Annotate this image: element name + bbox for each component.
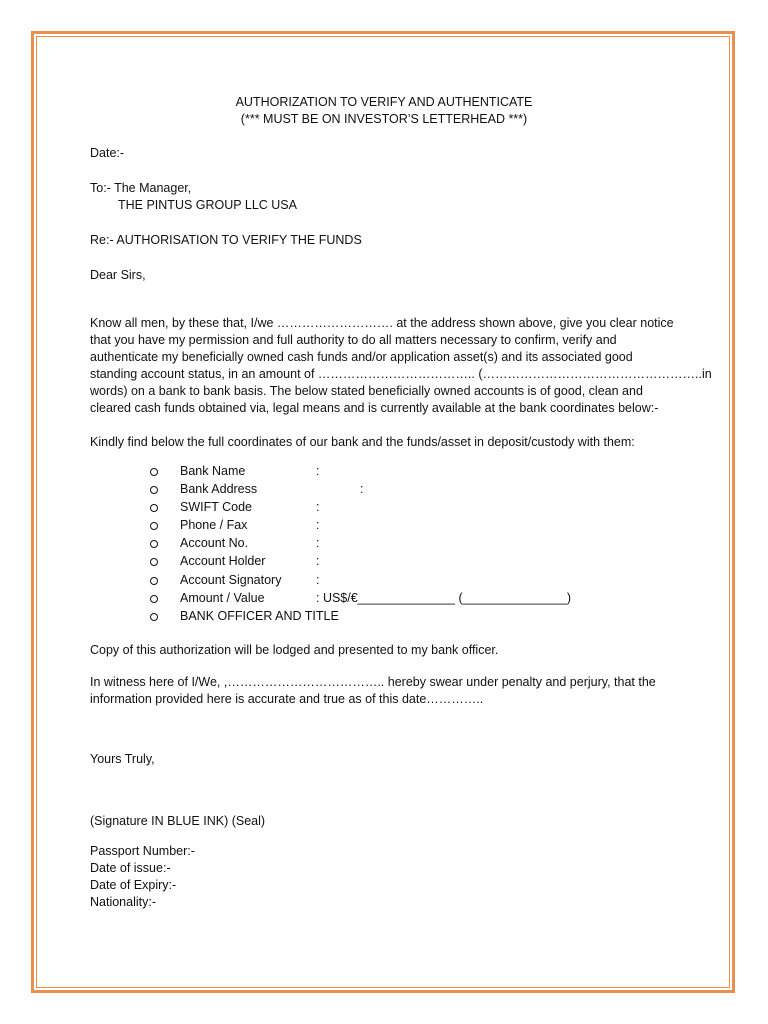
re-line: Re:- AUTHORISATION TO VERIFY THE FUNDS bbox=[90, 233, 362, 247]
bank-field-value: : bbox=[316, 554, 320, 568]
bullet-icon bbox=[150, 571, 160, 589]
bank-field-value: : bbox=[316, 536, 320, 550]
closing: Yours Truly, bbox=[90, 752, 155, 766]
date-label: Date:- bbox=[90, 146, 125, 160]
bullet-icon bbox=[150, 462, 160, 480]
paragraph-line: cleared cash funds obtained via, legal means and is currently available at the bank coordinates below:- bbox=[90, 401, 659, 415]
bullet-icon bbox=[150, 480, 160, 498]
bullet-icon bbox=[150, 552, 160, 570]
bank-field-value: : bbox=[316, 500, 320, 514]
date-of-issue-label: Date of issue:- bbox=[90, 861, 171, 875]
bank-field-label: BANK OFFICER AND TITLE bbox=[180, 609, 339, 623]
bullet-icon bbox=[150, 516, 160, 534]
bank-field-label: SWIFT Code bbox=[180, 500, 253, 514]
paragraph-line: Know all men, by these that, I/we ………………………. at the address shown above, give you clear notice bbox=[90, 316, 674, 330]
bank-field-value: : bbox=[316, 573, 320, 587]
bank-field-value: : bbox=[360, 482, 364, 496]
bullet-icon bbox=[150, 498, 160, 516]
paragraph-line: information provided here is accurate and true as of this date………….. bbox=[90, 692, 484, 706]
bank-field-value: : bbox=[316, 518, 320, 532]
bank-field-label: Account Holder bbox=[180, 554, 266, 568]
document-subtitle: (*** MUST BE ON INVESTOR’S LETTERHEAD ***) bbox=[240, 112, 528, 126]
bank-field-label: Account Signatory bbox=[180, 573, 282, 587]
paragraph-line: authenticate my beneficially owned cash funds and/or application asset(s) and its associated good bbox=[90, 350, 633, 364]
paragraph-line: that you have my permission and full authority to do all matters necessary to confirm, verify and bbox=[90, 333, 617, 347]
nationality-label: Nationality:- bbox=[90, 895, 156, 909]
paragraph-copy: Copy of this authorization will be lodged and presented to my bank officer. bbox=[90, 643, 499, 657]
date-of-expiry-label: Date of Expiry:- bbox=[90, 878, 177, 892]
signature-line: (Signature IN BLUE INK) (Seal) bbox=[90, 814, 266, 828]
paragraph-coordinates: Kindly find below the full coordinates of our bank and the funds/asset in deposit/custody with them: bbox=[90, 435, 635, 449]
bank-field-label: Phone / Fax bbox=[180, 518, 248, 532]
document-title: AUTHORIZATION TO VERIFY AND AUTHENTICATE bbox=[235, 95, 533, 109]
bullet-icon bbox=[150, 607, 160, 625]
bank-field-label: Bank Address bbox=[180, 482, 258, 496]
bank-field-label: Account No. bbox=[180, 536, 249, 550]
paragraph-line: In witness here of I/We, ,……………………………….. hereby swear under penalty and perjury, that the bbox=[90, 675, 656, 689]
bullet-icon bbox=[150, 589, 160, 607]
passport-number-label: Passport Number:- bbox=[90, 844, 195, 858]
paragraph-line: words) on a bank to bank basis. The below stated beneficially owned accounts is of good, clean and bbox=[90, 384, 643, 398]
bank-field-value: : bbox=[316, 464, 320, 478]
to-company: THE PINTUS GROUP LLC USA bbox=[118, 198, 297, 212]
bank-field-label: Bank Name bbox=[180, 464, 246, 478]
bank-field-value: : US$/€______________ (_______________) bbox=[316, 591, 572, 605]
bank-field-label: Amount / Value bbox=[180, 591, 265, 605]
salutation: Dear Sirs, bbox=[90, 268, 146, 282]
bullet-icon bbox=[150, 534, 160, 552]
to-line: To:- The Manager, bbox=[90, 181, 192, 195]
paragraph-line: standing account status, in an amount of ……………………………….. (……………………………………………..in bbox=[90, 367, 712, 381]
